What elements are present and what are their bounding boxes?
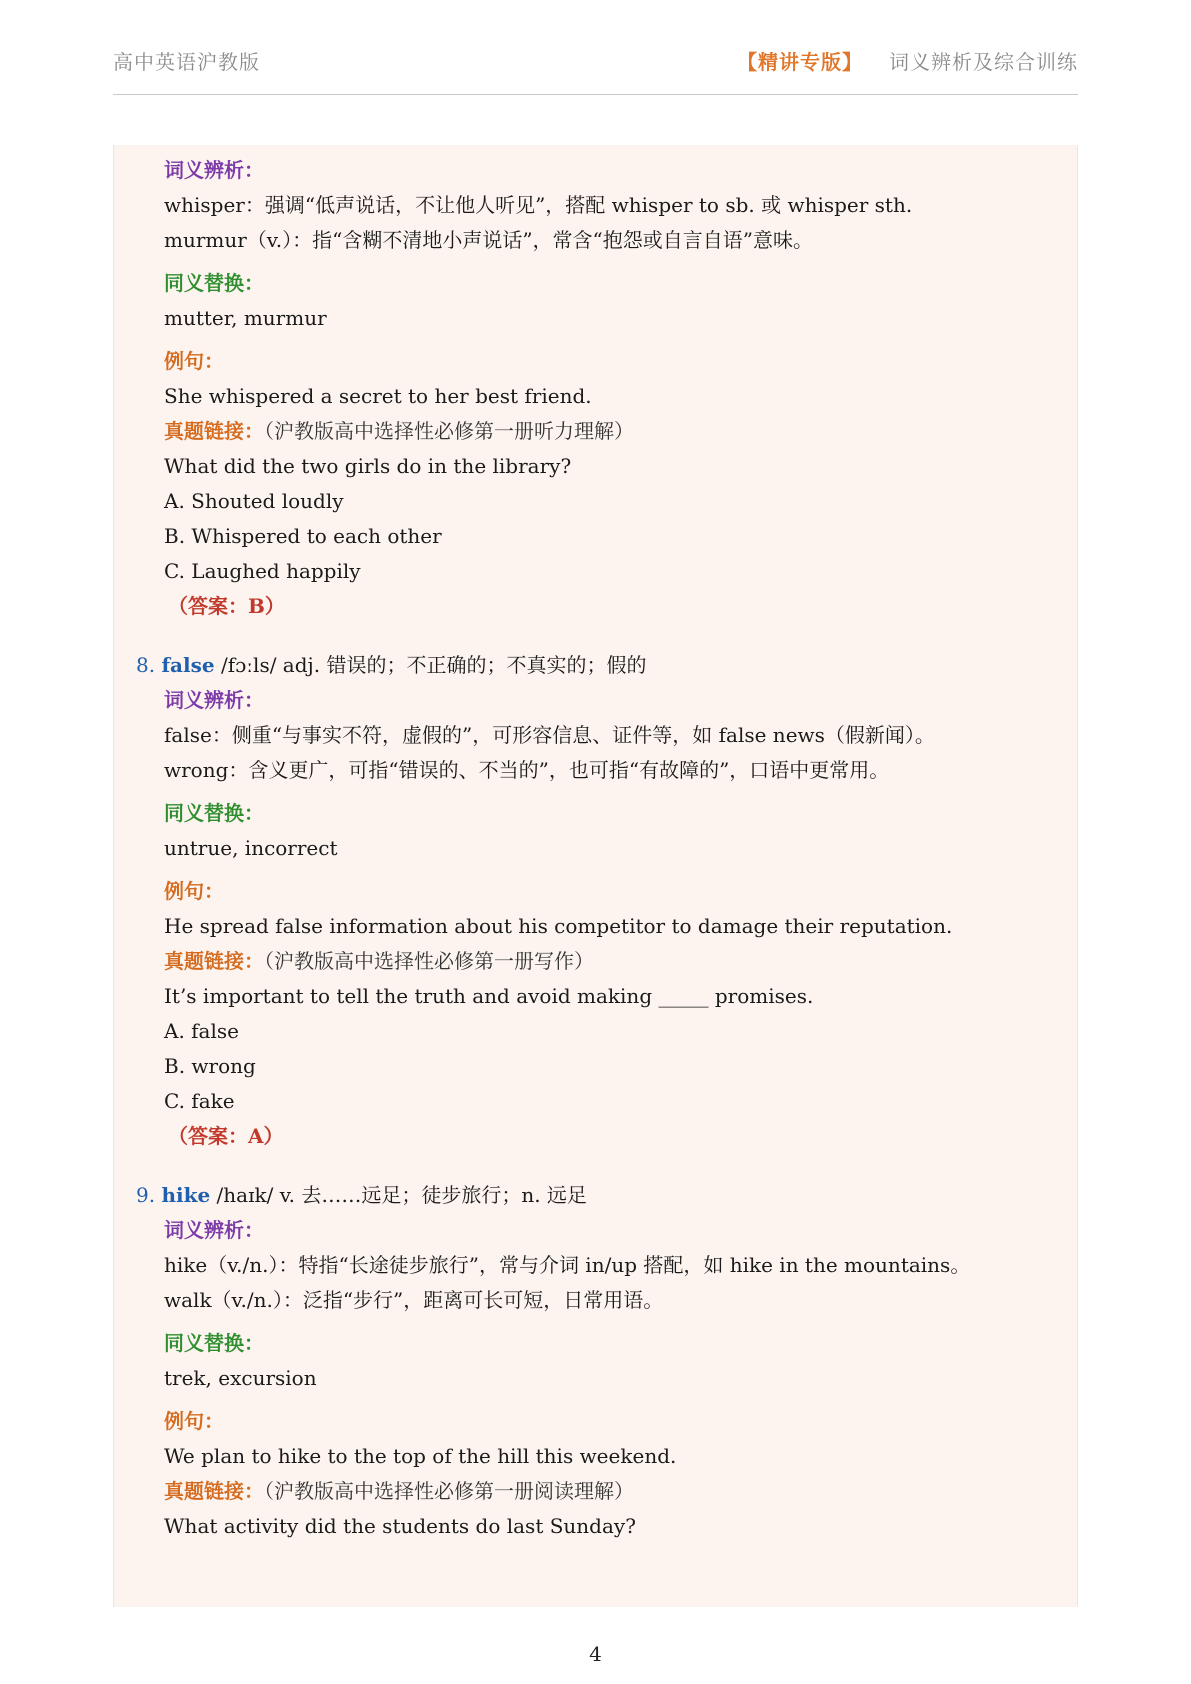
analysis-label: 词义辨析： — [164, 158, 264, 182]
exam-question: What did the two girls do in the library? — [164, 454, 572, 478]
exam-link — [164, 414, 1057, 449]
analysis-line: hike（v./n.）：特指“长途徒步旅行”，常与介词 in/up 搭配，如 hike in the mountains。 — [164, 1253, 971, 1277]
header-badge: 【精讲专版】 — [737, 50, 863, 74]
option-a: A. false — [164, 1019, 239, 1043]
entry-number: 9. — [136, 1183, 156, 1207]
analysis-label: 词义辨析： — [164, 688, 264, 712]
example-sentence: We plan to hike to the top of the hill this weekend. — [164, 1444, 677, 1468]
entry-heading — [136, 1178, 1057, 1213]
synonym-label: 同义替换： — [164, 1331, 264, 1355]
entry-definition: /fɔːls/ adj. 错误的；不正确的；不真实的；假的 — [214, 653, 647, 677]
header-book-title: 高中英语沪教版 — [113, 50, 260, 74]
entry-definition: /haɪk/ v. 去……远足；徒步旅行；n. 远足 — [210, 1183, 587, 1207]
entry-number: 8. — [136, 653, 156, 677]
exam-link-source: （沪教版高中选择性必修第一册阅读理解） — [264, 1479, 634, 1503]
entry-heading — [136, 648, 1057, 683]
header-section-title: 词义辨析及综合训练 — [889, 50, 1078, 74]
page-header — [113, 46, 1078, 95]
synonym-label: 同义替换： — [164, 271, 264, 295]
header-right — [737, 46, 1078, 75]
example-sentence: She whispered a secret to her best friend. — [164, 384, 592, 408]
entry-word: hike — [161, 1183, 211, 1207]
exam-link-label: 真题链接： — [164, 949, 264, 973]
analysis-line: false：侧重“与事实不符，虚假的”，可形容信息、证件等，如 false news（假新闻）。 — [164, 723, 935, 747]
answer-text: （答案：B） — [168, 594, 285, 618]
analysis-line: walk（v./n.）：泛指“步行”，距离可长可短，日常用语。 — [164, 1288, 664, 1312]
synonyms-text: untrue, incorrect — [164, 836, 338, 860]
exam-link — [164, 944, 1057, 979]
page-number: 4 — [589, 1642, 602, 1666]
analysis-line: whisper：强调“低声说话，不让他人听见”，搭配 whisper to sb. 或 whisper sth. — [164, 193, 913, 217]
answer-text: （答案：A） — [168, 1124, 284, 1148]
option-a: A. Shouted loudly — [164, 489, 344, 513]
example-sentence: He spread false information about his competitor to damage their reputation. — [164, 914, 953, 938]
option-b: B. wrong — [164, 1054, 256, 1078]
content-body — [136, 153, 1057, 1544]
analysis-label: 词义辨析： — [164, 1218, 264, 1242]
option-c: C. Laughed happily — [164, 559, 361, 583]
synonym-label: 同义替换： — [164, 801, 264, 825]
content-panel — [113, 145, 1078, 1607]
exam-link-label: 真题链接： — [164, 1479, 264, 1503]
entry-word: false — [161, 653, 215, 677]
exam-link-source: （沪教版高中选择性必修第一册听力理解） — [264, 419, 634, 443]
analysis-line: murmur（v.）：指“含糊不清地小声说话”，常含“抱怨或自言自语”意味。 — [164, 228, 813, 252]
exam-question: It’s important to tell the truth and avoid making _____ promises. — [164, 984, 814, 1008]
exam-question: What activity did the students do last Sunday? — [164, 1514, 636, 1538]
exam-link — [164, 1474, 1057, 1509]
analysis-line: wrong：含义更广，可指“错误的、不当的”，也可指“有故障的”，口语中更常用。 — [164, 758, 890, 782]
example-label: 例句： — [164, 1409, 224, 1433]
option-b: B. Whispered to each other — [164, 524, 442, 548]
exam-link-source: （沪教版高中选择性必修第一册写作） — [264, 949, 594, 973]
exam-link-label: 真题链接： — [164, 419, 264, 443]
synonyms-text: mutter, murmur — [164, 306, 327, 330]
option-c: C. fake — [164, 1089, 235, 1113]
example-label: 例句： — [164, 349, 224, 373]
synonyms-text: trek, excursion — [164, 1366, 317, 1390]
example-label: 例句： — [164, 879, 224, 903]
